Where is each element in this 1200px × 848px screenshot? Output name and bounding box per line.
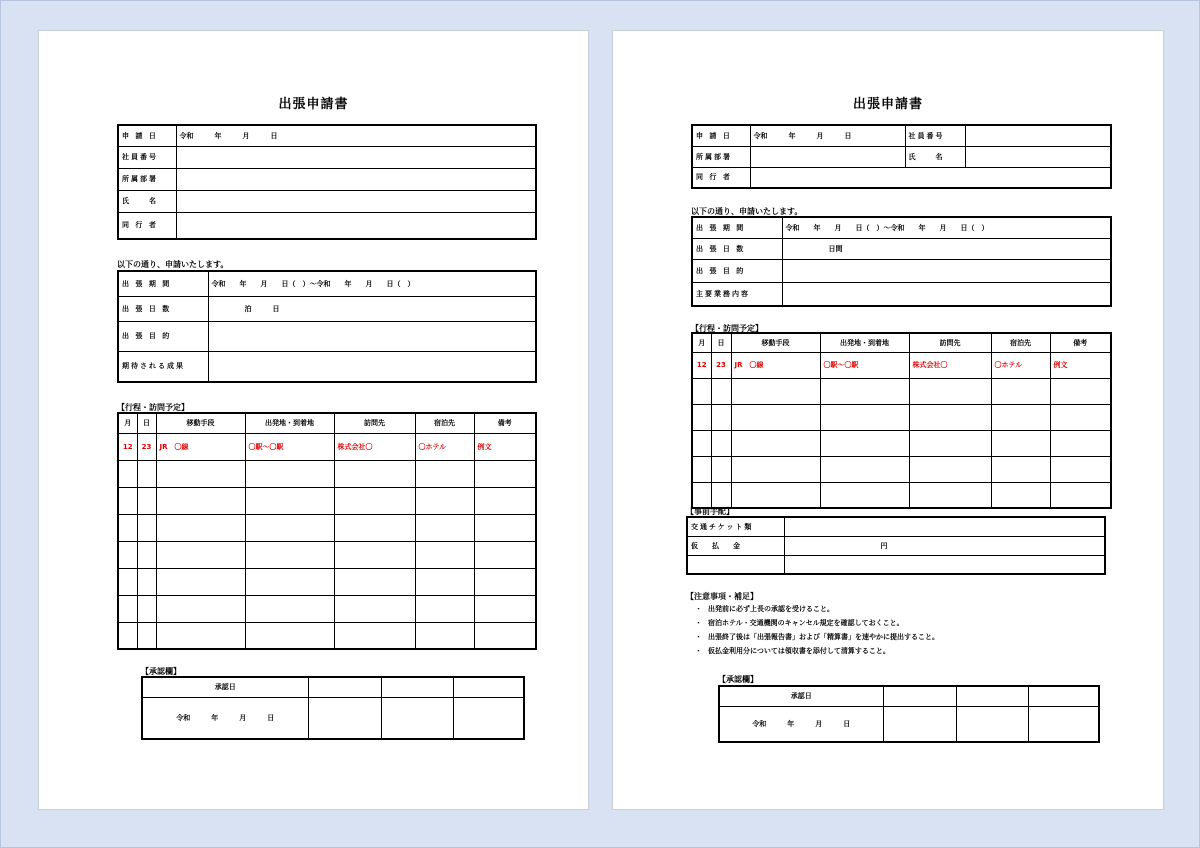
empty-cell[interactable] [692,404,711,430]
companion-field[interactable] [176,212,536,239]
trip-days-label: 出 張 日 数 [692,238,782,259]
trip-period-value[interactable]: 令和 年 月 日（ ）～令和 年 月 日（ ） [782,217,1111,238]
itinerary-table [691,332,1112,509]
approval-stamp-box[interactable] [883,706,956,742]
empty-cell[interactable] [415,568,474,595]
empty-cell[interactable] [474,595,536,622]
list-item: ・ 仮払金利用分については領収書を添付して清算すること。 [695,644,939,658]
cell-transport[interactable]: JR 〇線 [156,433,245,460]
table-row [692,404,1111,430]
empty-cell[interactable] [909,456,991,482]
empty-cell[interactable] [245,514,334,541]
approval-date-label: 承認日 [142,677,308,697]
empty-cell[interactable] [820,404,909,430]
employee-number-label: 社員番号 [118,146,176,168]
col-note-header: 備考 [1050,333,1111,352]
empty-cell[interactable] [118,568,137,595]
empty-cell[interactable] [687,555,784,574]
empty-cell[interactable] [1050,378,1111,404]
notes-heading: 【注意事項・補足】 [686,592,758,601]
trip-days-value[interactable]: 日間 [782,238,1111,259]
empty-cell[interactable] [474,514,536,541]
request-heading: 以下の通り、申請いたします。 [691,207,803,216]
empty-cell[interactable] [415,622,474,649]
empty-cell[interactable] [334,514,415,541]
table-row [118,595,536,622]
name-label: 氏 名 [905,146,965,167]
table-row [692,430,1111,456]
col-transport-header: 移動手段 [731,333,820,352]
expected-result-field[interactable] [208,351,536,382]
empty-cell[interactable] [245,622,334,649]
trip-table [691,216,1112,307]
department-field[interactable] [750,146,905,167]
trip-period-label: 出 張 期 間 [692,217,782,238]
table-row [118,514,536,541]
empty-cell[interactable] [118,622,137,649]
table-row [692,456,1111,482]
empty-cell[interactable] [692,378,711,404]
empty-cell[interactable] [156,460,245,487]
trip-purpose-field[interactable] [208,321,536,351]
approval-date-value[interactable]: 令和 年 月 日 [719,706,883,742]
empty-cell[interactable] [474,541,536,568]
col-transport-header: 移動手段 [156,413,245,433]
trip-days-value[interactable]: 泊 日 [208,296,536,321]
empty-cell[interactable] [156,514,245,541]
approval-date-label: 承認日 [719,686,883,706]
trip-period-value[interactable]: 令和 年 月 日（ ）～令和 年 月 日（ ） [208,271,536,296]
empty-cell[interactable] [711,456,731,482]
empty-cell[interactable] [1050,482,1111,508]
col-visit-header: 訪問先 [909,333,991,352]
empty-cell[interactable] [334,595,415,622]
empty-cell[interactable] [820,378,909,404]
trip-purpose-field[interactable] [782,259,1111,282]
cell-hotel[interactable]: 〇ホテル [415,433,474,460]
empty-cell[interactable] [334,622,415,649]
empty-cell[interactable] [245,487,334,514]
department-label: 所属部署 [692,146,750,167]
form-title: 出張申請書 [278,97,349,112]
col-day-header: 日 [137,413,156,433]
empty-cell[interactable] [711,482,731,508]
arrangement-table [686,516,1106,575]
companion-label: 同 行 者 [692,167,750,188]
ticket-field[interactable] [784,517,1105,536]
col-day-header: 日 [711,333,731,352]
col-note-header: 備考 [474,413,536,433]
expected-result-label: 期待される成果 [118,351,208,382]
approval-table [718,685,1100,743]
name-field[interactable] [965,146,1111,167]
empty-cell[interactable] [156,541,245,568]
empty-cell[interactable] [909,378,991,404]
table-row [118,541,536,568]
empty-cell[interactable] [156,595,245,622]
approval-stamp-header[interactable] [308,677,381,697]
trip-period-label: 出 張 期 間 [118,271,208,296]
table-row [692,482,1111,508]
applicant-table [117,124,537,240]
application-date-value[interactable]: 令和 年 月 日 [176,125,536,146]
empty-cell[interactable] [1050,430,1111,456]
employee-number-field[interactable] [176,146,536,168]
empty-cell[interactable] [474,460,536,487]
empty-cell[interactable] [415,487,474,514]
empty-cell[interactable] [415,541,474,568]
approval-stamp-header[interactable] [381,677,453,697]
itinerary-heading: 【行程・訪問予定】 [117,403,189,412]
form-page-1 [38,30,589,810]
empty-cell[interactable] [245,595,334,622]
col-visit-header: 訪問先 [334,413,415,433]
empty-cell[interactable] [1050,456,1111,482]
empty-cell[interactable] [474,622,536,649]
empty-cell[interactable] [711,404,731,430]
trip-table [117,270,537,383]
approval-stamp-box[interactable] [956,706,1028,742]
empty-cell[interactable] [415,514,474,541]
empty-cell[interactable] [118,514,137,541]
empty-cell[interactable] [245,541,334,568]
empty-cell[interactable] [156,622,245,649]
ticket-label: 交通チケット類 [687,517,784,536]
empty-cell[interactable] [731,404,820,430]
cell-route[interactable]: 〇駅～〇駅 [245,433,334,460]
application-date-value[interactable]: 令和 年 月 日 [750,125,905,146]
trip-purpose-label: 出 張 目 的 [118,321,208,351]
empty-cell[interactable] [474,568,536,595]
main-work-field[interactable] [782,282,1111,306]
approval-stamp-box[interactable] [1028,706,1099,742]
empty-cell[interactable] [991,378,1050,404]
employee-number-label: 社員番号 [905,125,965,146]
cell-visit[interactable]: 株式会社〇 [909,352,991,378]
department-label: 所属部署 [118,168,176,190]
form-page-2 [612,30,1164,810]
cell-visit[interactable]: 株式会社〇 [334,433,415,460]
empty-cell[interactable] [137,514,156,541]
col-route-header: 出発地・到着地 [820,333,909,352]
empty-cell[interactable] [118,487,137,514]
table-row [118,433,536,460]
empty-cell[interactable] [909,430,991,456]
arrangement-heading: 【事前手配】 [686,507,734,516]
empty-cell[interactable] [991,430,1050,456]
form-title: 出張申請書 [852,97,923,112]
empty-cell[interactable] [334,568,415,595]
approval-table [141,676,525,740]
table-row [118,487,536,514]
empty-cell[interactable] [245,460,334,487]
department-field[interactable] [176,168,536,190]
empty-cell[interactable] [692,456,711,482]
cell-note[interactable]: 例文 [474,433,536,460]
cell-month[interactable]: 12 [692,352,711,378]
cell-hotel[interactable]: 〇ホテル [991,352,1050,378]
approval-stamp-header[interactable] [956,686,1028,706]
empty-cell[interactable] [137,595,156,622]
itinerary-heading: 【行程・訪問予定】 [691,324,763,333]
empty-cell[interactable] [118,595,137,622]
companion-field[interactable] [750,167,1111,188]
table-row [118,460,536,487]
advance-payment-field[interactable] [784,536,1105,555]
empty-cell[interactable] [245,568,334,595]
approval-stamp-header[interactable] [1028,686,1099,706]
empty-cell[interactable] [820,482,909,508]
cell-month[interactable]: 12 [118,433,137,460]
empty-cell[interactable] [692,482,711,508]
empty-cell[interactable] [137,541,156,568]
list-item: ・ 出張終了後は「出張報告書」および「精算書」を速やかに提出すること。 [695,630,939,644]
itinerary-table [117,412,537,650]
approval-stamp-box[interactable] [308,697,381,739]
empty-cell[interactable] [711,430,731,456]
empty-cell[interactable] [731,430,820,456]
approval-heading: 【承認欄】 [141,667,181,676]
empty-cell[interactable] [334,487,415,514]
employee-number-field[interactable] [965,125,1111,146]
list-item: ・ 宿泊ホテル・交通機関のキャンセル規定を確認しておくこと。 [695,616,939,630]
col-month-header: 月 [118,413,137,433]
table-row [692,378,1111,404]
applicant-table [691,124,1112,189]
empty-cell[interactable] [415,460,474,487]
list-item: ・ 出発前に必ず上長の承認を受けること。 [695,602,939,616]
empty-cell[interactable] [474,487,536,514]
application-date-label: 申 請 日 [118,125,176,146]
approval-stamp-box[interactable] [381,697,453,739]
empty-cell[interactable] [334,460,415,487]
name-label: 氏 名 [118,190,176,212]
empty-cell[interactable] [415,595,474,622]
table-row [118,568,536,595]
empty-cell[interactable] [137,460,156,487]
cell-route[interactable]: 〇駅～〇駅 [820,352,909,378]
approval-heading: 【承認欄】 [718,675,758,684]
empty-cell[interactable] [909,482,991,508]
empty-cell[interactable] [137,487,156,514]
col-hotel-header: 宿泊先 [415,413,474,433]
empty-cell[interactable] [784,555,1105,574]
approval-stamp-header[interactable] [883,686,956,706]
approval-stamp-box[interactable] [453,697,524,739]
col-month-header: 月 [692,333,711,352]
empty-cell[interactable] [909,404,991,430]
approval-date-value[interactable]: 令和 年 月 日 [142,697,308,739]
advance-unit: 円 [880,541,888,550]
empty-cell[interactable] [137,568,156,595]
request-heading: 以下の通り、申請いたします。 [117,260,229,269]
col-hotel-header: 宿泊先 [991,333,1050,352]
empty-cell[interactable] [156,568,245,595]
main-work-label: 主要業務内容 [692,282,782,306]
empty-cell[interactable] [731,456,820,482]
empty-cell[interactable] [137,622,156,649]
table-row [118,622,536,649]
empty-cell[interactable] [991,456,1050,482]
empty-cell[interactable] [118,460,137,487]
empty-cell[interactable] [156,487,245,514]
approval-stamp-header[interactable] [453,677,524,697]
empty-cell[interactable] [118,541,137,568]
empty-cell[interactable] [731,482,820,508]
trip-days-label: 出 張 日 数 [118,296,208,321]
empty-cell[interactable] [692,430,711,456]
advance-payment-label: 仮 払 金 [687,536,784,555]
empty-cell[interactable] [334,541,415,568]
cell-day[interactable]: 23 [137,433,156,460]
empty-cell[interactable] [991,404,1050,430]
cell-note[interactable]: 例文 [1050,352,1111,378]
empty-cell[interactable] [711,378,731,404]
cell-transport[interactable]: JR 〇線 [731,352,820,378]
name-field[interactable] [176,190,536,212]
companion-label: 同 行 者 [118,212,176,239]
empty-cell[interactable] [731,378,820,404]
cell-day[interactable]: 23 [711,352,731,378]
empty-cell[interactable] [1050,404,1111,430]
empty-cell[interactable] [820,456,909,482]
empty-cell[interactable] [820,430,909,456]
col-route-header: 出発地・到着地 [245,413,334,433]
application-date-label: 申 請 日 [692,125,750,146]
notes-list [695,602,939,658]
empty-cell[interactable] [991,482,1050,508]
trip-purpose-label: 出 張 目 的 [692,259,782,282]
table-row [692,352,1111,378]
